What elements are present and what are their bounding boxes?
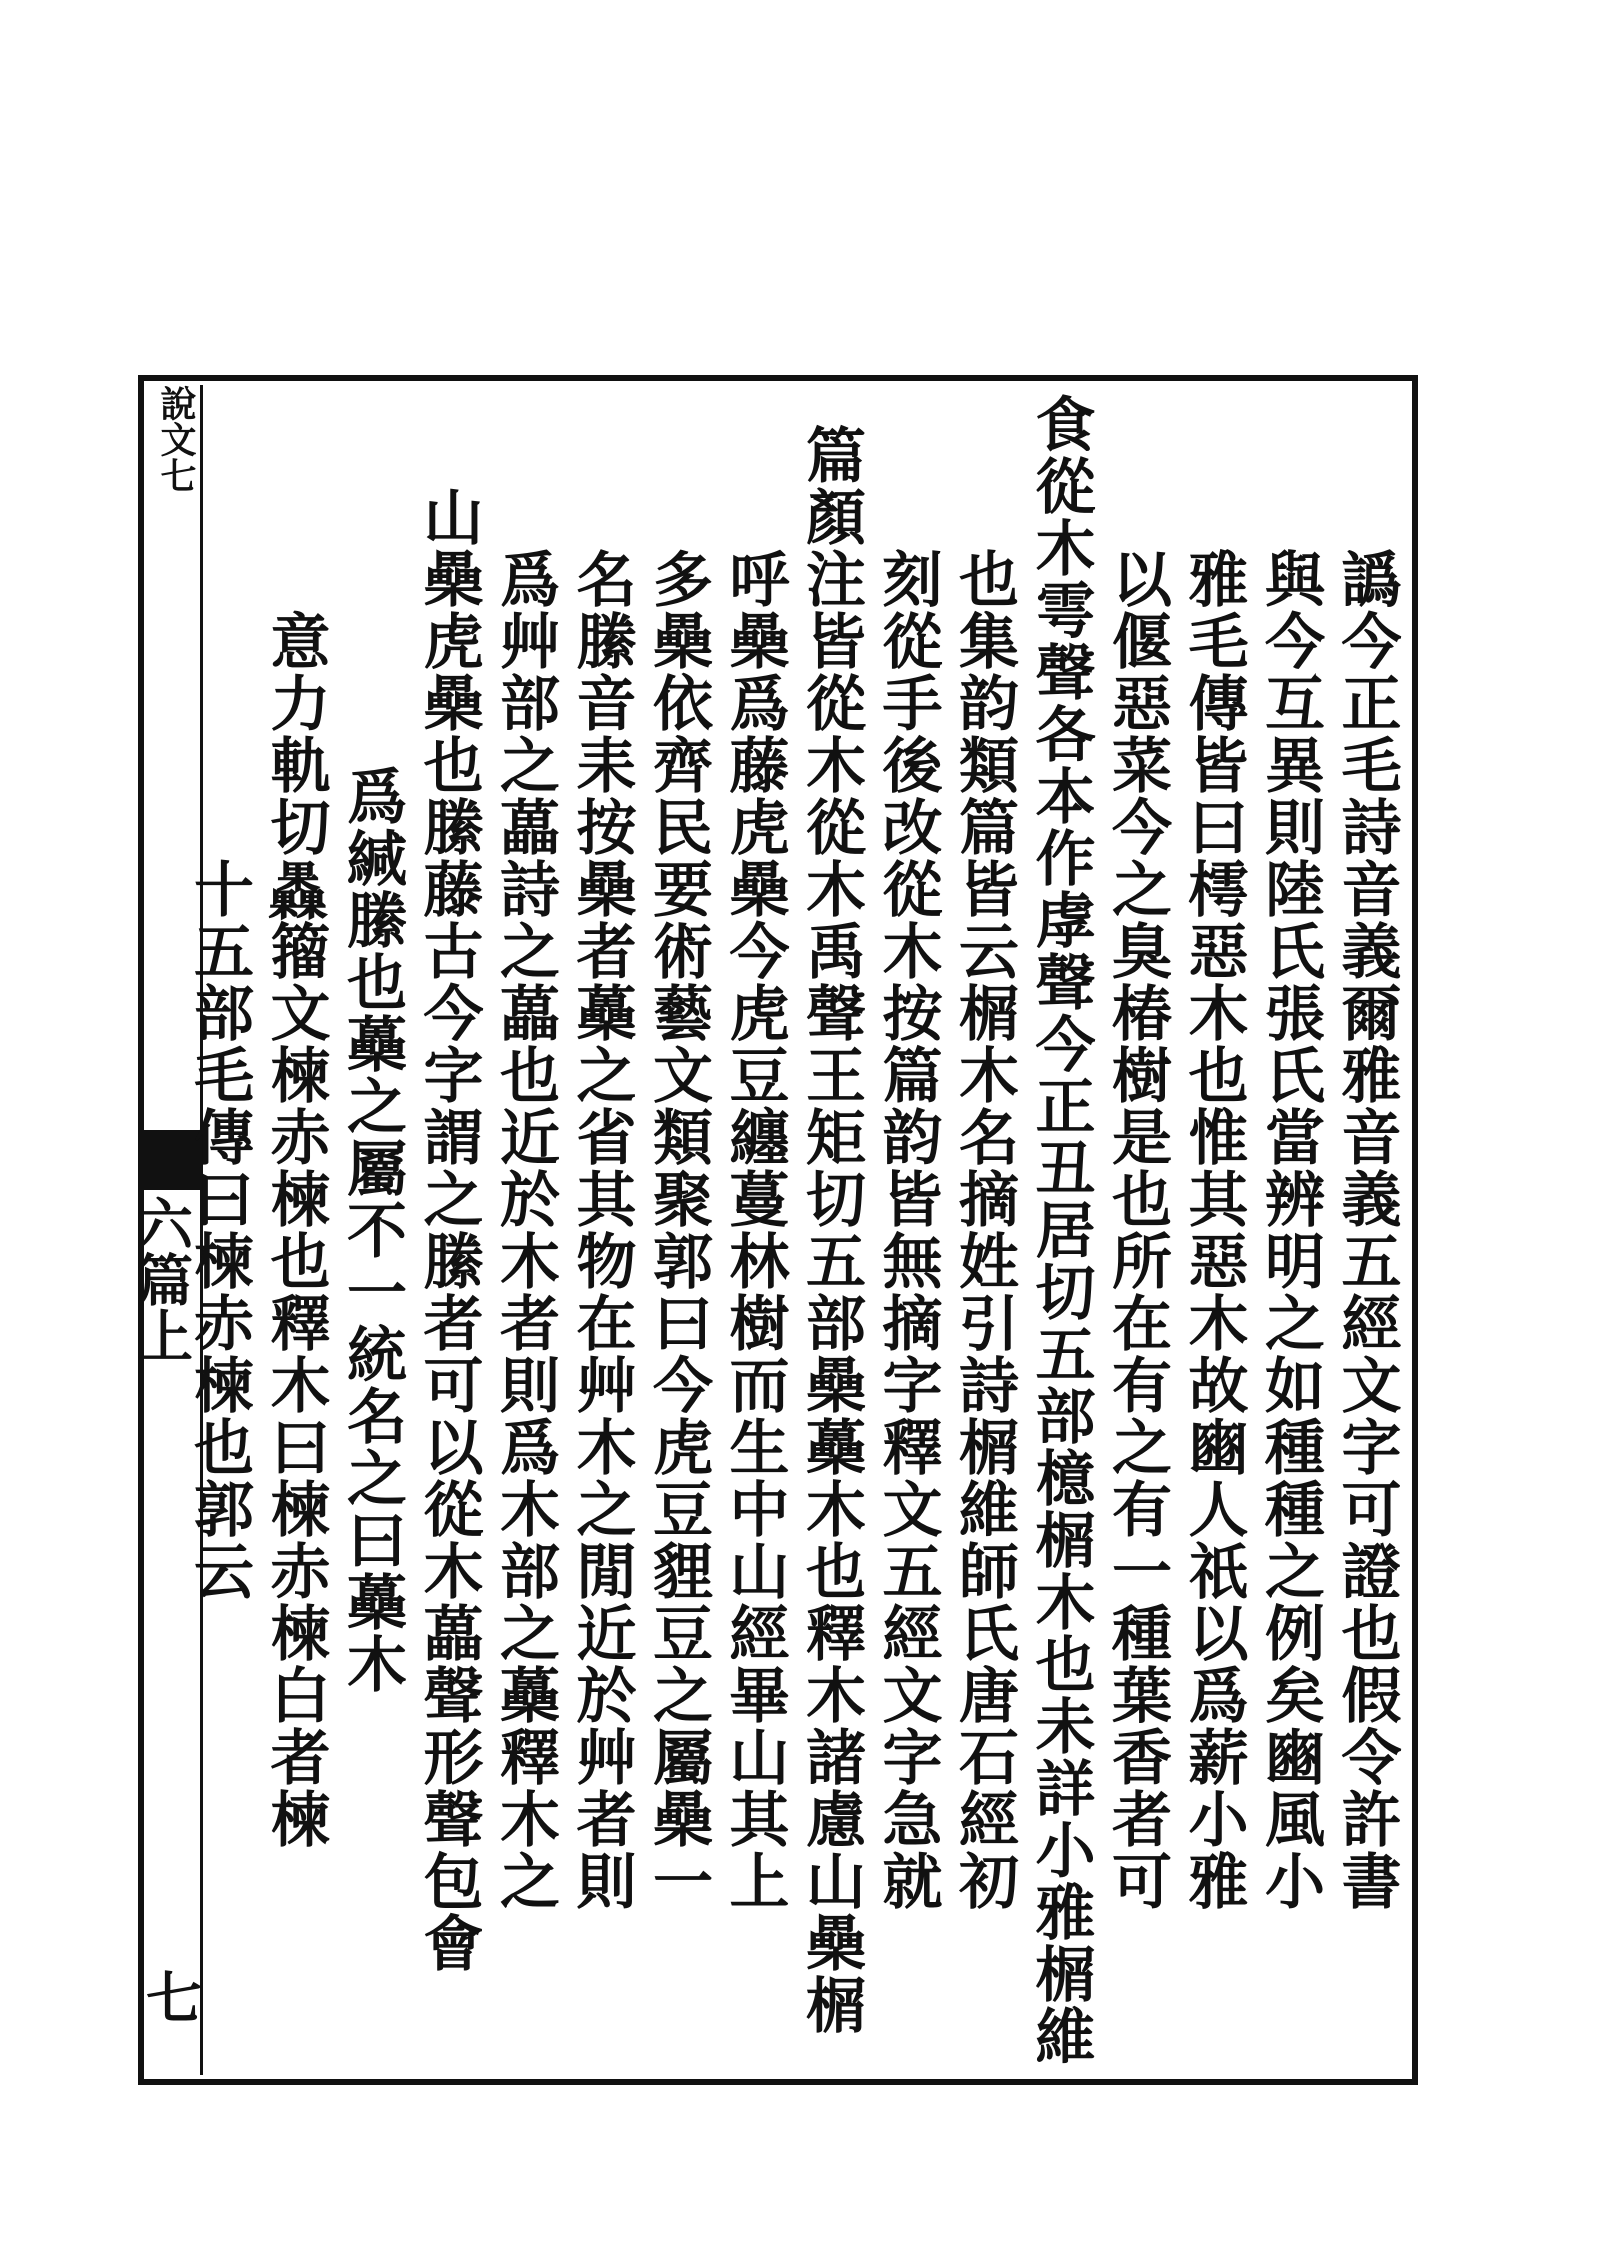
margin-chapter-title: 六篇上	[128, 1195, 194, 1363]
text-column: 十五部毛傳曰楝赤楝也郭云	[184, 858, 254, 1602]
text-column: 譌今正毛詩音義爾雅音義五經文字可證也假令許書	[1331, 548, 1402, 1912]
text-column: 也集韵類篇皆云榍木名摘姓引詩榍維師氏唐石經初	[949, 548, 1019, 1912]
text-column: 爲緘縢也蘽之屬不一統名之曰蘽木	[337, 765, 407, 1695]
text-column: 名縢音耒按櫐者蘽之省其物在艸木之閒近於艸者則	[566, 548, 637, 1912]
text-column: 呼櫐爲藤虎櫐今虎豆纏蔓林樹而生中山經畢山其上	[719, 548, 790, 1912]
margin-book-title: 說文七	[155, 385, 197, 493]
text-column: 刻從手後改從木按篇韵皆無摘字釋文五經文字急就	[872, 548, 943, 1912]
text-column: 以偃惡菜今之臭椿樹是也所在有之有一種葉香者可	[1102, 548, 1172, 1912]
text-column: 爲艸部之藟詩之藟也近於木者則爲木部之蘽釋木之	[490, 548, 560, 1912]
text-column: 與今互異則陸氏張氏當辨明之如種種之例矣豳風小	[1255, 548, 1325, 1912]
text-column: 多櫐依齊民要術藝文類聚郭曰今虎豆貍豆之屬櫐一	[643, 548, 713, 1912]
text-column: 意力軌切𣡗籀文楝赤楝也釋木曰楝赤楝白者楝	[260, 610, 331, 1850]
text-column: 食從木雩聲各本作虖聲今正丑居切五部檍榍木也未詳小雅榍維	[1025, 393, 1096, 2067]
text-column: 山櫐虎櫐也縢藤古今字謂之縢者可以從木藟聲形聲包會	[413, 486, 484, 1974]
text-column: 篇顏注皆從木從木禹聲王矩切五部櫐蘽木也釋木諸慮山櫐榍	[796, 424, 866, 2036]
margin-page-number: 七	[146, 1966, 202, 2032]
text-column: 雅毛傳皆曰樗惡木也惟其惡木故豳人祇以爲薪小雅	[1178, 548, 1249, 1912]
